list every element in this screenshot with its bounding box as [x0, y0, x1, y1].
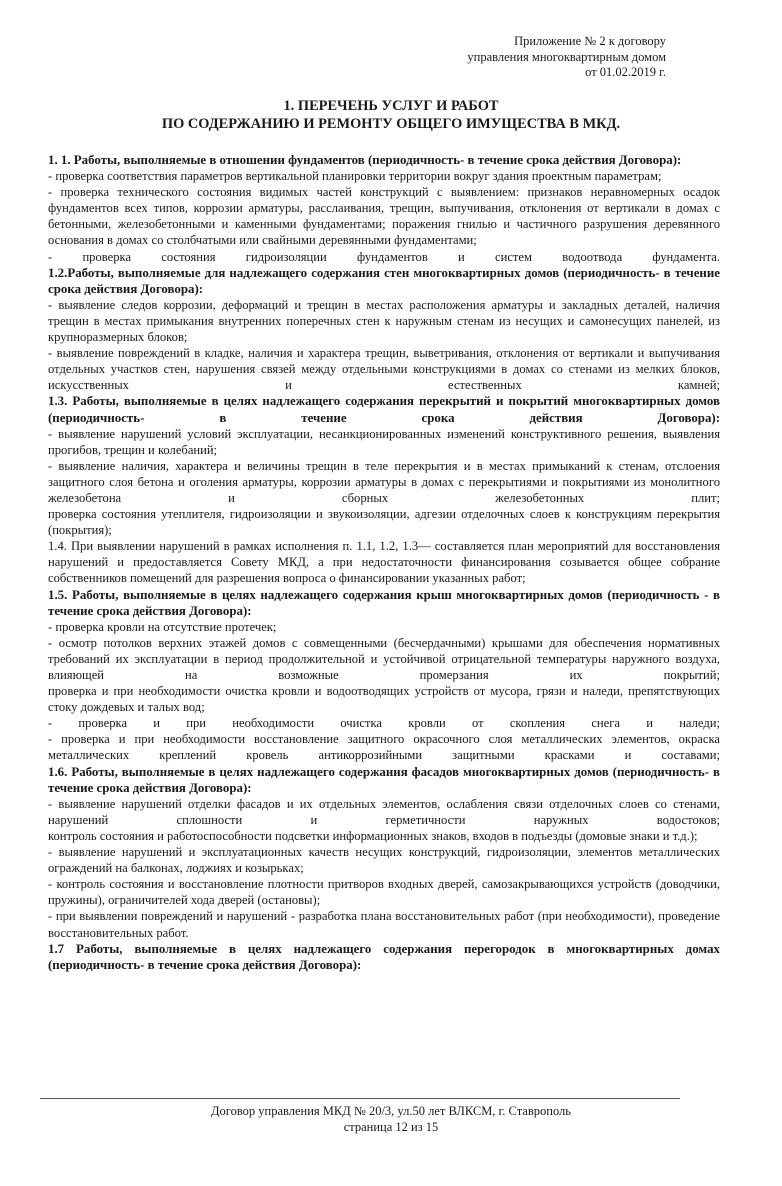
section-item: - проверка и при необходимости очистка кровли от скопления снега и наледи;	[48, 716, 720, 731]
section-item: - выявление нарушений условий эксплуатации, несанкционированных изменений конструктивного решения, выявления прогибов, трещин и колебаний;	[48, 426, 720, 457]
section-item: контроль состояния и работоспособности подсветки информационных знаков, входов в подъезды (домовые знаки и т.д.);	[48, 828, 698, 843]
section-item: - выявление повреждений в кладке, наличия и характера трещин, выветривания, отклонения от вертикали и выпучивания отдельных участков стен, нарушения связей между отдельными конструкциями в домах со стенами из мелких блоков, искусственных и естественных камней;	[48, 346, 720, 393]
section-item: - контроль состояния и восстановление плотности притворов входных дверей, самозакрывающихся устройств (доводчики, пружины), ограничителей хода дверей (остановы);	[48, 877, 720, 908]
section-heading-1-3: 1.3. Работы, выполняемые в целях надлежащего содержания перекрытий и покрытий многоквартирных домов (периодичность- в течение срока действия Договора):	[48, 394, 720, 425]
appendix-note	[467, 34, 666, 81]
section-item: - выявление следов коррозии, деформаций и трещин в местах расположения арматуры и закладных деталей, наличия трещин в местах примыкания внутренних поперечных стен к наружным стенам из несущих и самонесущих панелей, из крупноразмерных блоков;	[48, 297, 720, 345]
section-heading-1-5: 1.5. Работы, выполняемые в целях надлежащего содержания крыш многоквартирных домов (периодичность - в течение срока действия Договора):	[48, 587, 720, 618]
section-item: - выявление наличия, характера и величины трещин в теле перекрытия и в местах примыканий к стенам, отслоения защитного слоя бетона и оголения арматуры, коррозии арматуры в домах с перекрытиями и покрытиями из монолитного железобетона и сборных железобетонных плит;	[48, 458, 720, 505]
section-heading-1-7: 1.7 Работы, выполняемые в целях надлежащего содержания перегородок в многоквартирных домах (периодичность- в течение срока действия Договора):	[48, 941, 720, 972]
section-item: проверка состояния утеплителя, гидроизоляции и звукоизоляции, адгезии отделочных слоев к конструкциям перекрытия (покрытия);	[48, 507, 720, 538]
footer-contract: Договор управления МКД № 20/3, ул.50 лет ВЛКСМ, г. Ставрополь	[211, 1104, 571, 1118]
section-item: проверка и при необходимости очистка кровли и водоотводящих устройств от мусора, грязи и наледи, препятствующих стоку дождевых и талых вод;	[48, 684, 720, 715]
footer-divider	[40, 1098, 680, 1099]
appendix-line: Приложение № 2 к договору	[514, 34, 666, 48]
section-item: - выявление нарушений отделки фасадов и их отдельных элементов, ослабления связи отделочных слоев со стенами, нарушений сплошности и герметичности наружных водостоков;	[48, 796, 720, 827]
section-item: - осмотр потолков верхних этажей домов с совмещенными (бесчердачными) крышами для обеспечения нормативных требований их эксплуатации в период продолжительной и устойчивой отрицательной температуры наружного воздуха, влияющей на возможные промерзания их покрытий;	[48, 635, 720, 682]
section-item: - проверка состояния гидроизоляции фундаментов и систем водоотвода фундамента.	[48, 249, 720, 264]
section-heading-1-1: 1. 1. Работы, выполняемые в отношении фундаментов (периодичность- в течение срока действия Договора):	[48, 153, 682, 167]
section-item: - проверка соответствия параметров вертикальной планировки территории вокруг здания проектным параметрам;	[48, 169, 662, 184]
document-body	[48, 152, 720, 973]
appendix-date: от 01.02.2019 г.	[585, 65, 666, 79]
footer-page-number: страница 12 из 15	[343, 1120, 439, 1134]
page-footer	[0, 1103, 782, 1135]
section-item: - выявление нарушений и эксплуатационных качеств несущих конструкций, гидроизоляции, элементов металлических ограждений на балконах, лоджиях и козырьках;	[48, 845, 720, 876]
title-line: 1. ПЕРЕЧЕНЬ УСЛУГ И РАБОТ	[283, 98, 499, 114]
section-paragraph-1-4: 1.4. При выявлении нарушений в рамках исполнения п. 1.1, 1.2, 1.3— составляется план мероприятий для восстановления нарушений и предоставляется Совету МКД, а при недостаточности финансирования созывается общее собрание собственников помещений для разрешения вопроса о финансировании указанных работ;	[48, 539, 720, 586]
section-heading-1-6: 1.6. Работы, выполняемые в целях надлежащего содержания фасадов многоквартирных домов (периодичность- в течение срока действия Договора):	[48, 764, 720, 795]
title-line: ПО СОДЕРЖАНИЮ И РЕМОНТУ ОБЩЕГО ИМУЩЕСТВА В МКД.	[161, 116, 621, 132]
section-heading-1-2: 1.2.Работы, выполняемые для надлежащего содержания стен многоквартирных домов (периодичность- в течение срока действия Договора):	[48, 265, 720, 296]
section-item: - проверка и при необходимости восстановление защитного окрасочного слоя металлических элементов, окраска металлических креплений кровель антикоррозийными защитными красками и составами;	[48, 732, 720, 763]
section-item: - проверка кровли на отсутствие протечек;	[48, 619, 277, 634]
section-item: - при выявлении повреждений и нарушений - разработка плана восстановительных работ (при необходимости), проведение восстановительных работ.	[48, 909, 720, 940]
appendix-line: управления многоквартирным домом	[467, 49, 666, 64]
section-item: - проверка технического состояния видимых частей конструкций с выявлением: признаков неравномерных осадок фундаментов всех типов, коррозии арматуры, расслаивания, трещин, выпучивания, отклонения от вертикали в домах с бетонными, железобетонными и каменными фундаментами; поражения гнилью и частичного разрушения деревянного основания в домах со столбчатыми или свайными деревянными фундаментами;	[48, 185, 720, 248]
document-title	[0, 97, 782, 133]
